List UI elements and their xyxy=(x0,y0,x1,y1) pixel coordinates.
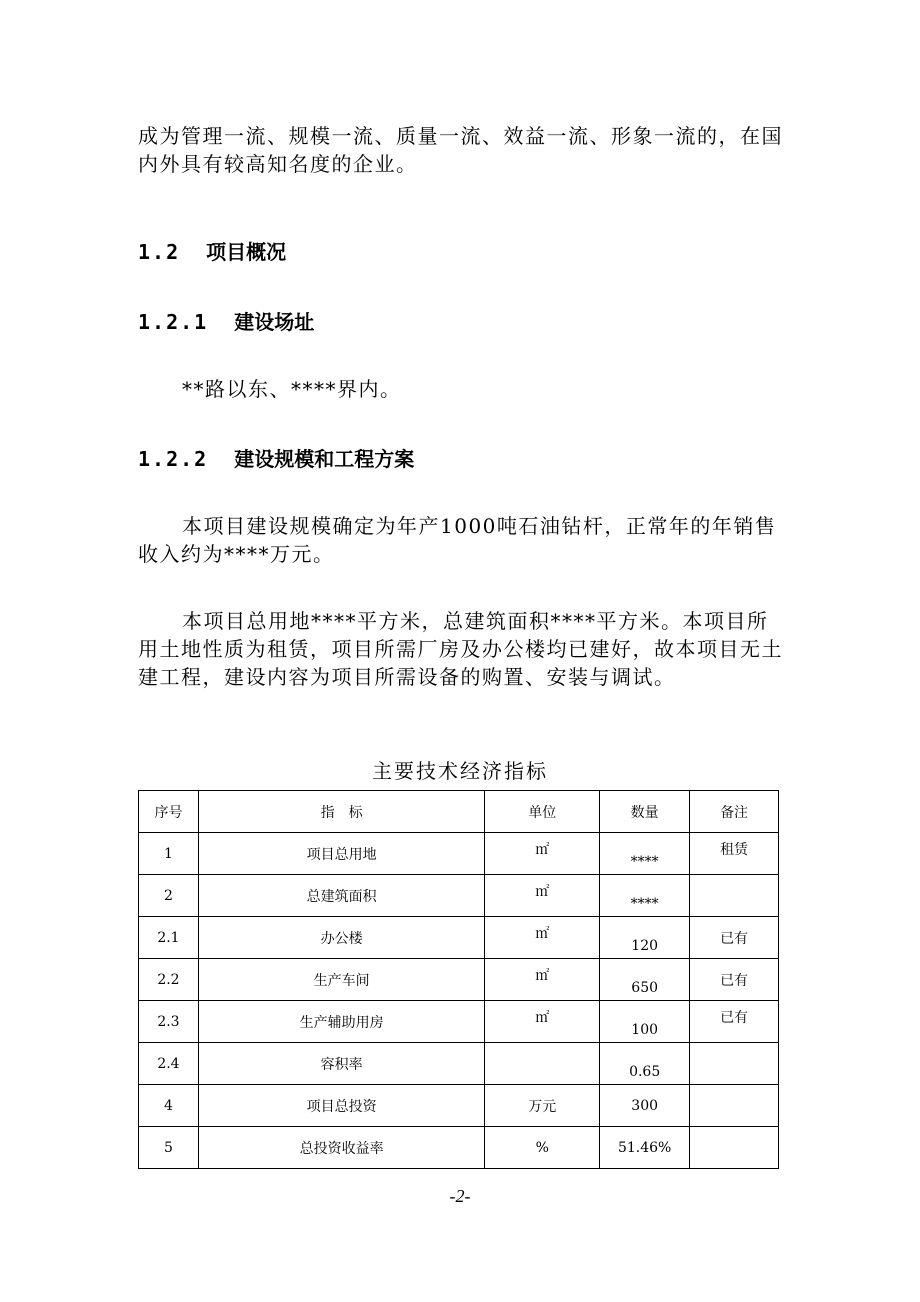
header-seq: 序号 xyxy=(139,791,199,833)
table-row xyxy=(139,959,779,1001)
cell-unit: % xyxy=(485,1127,600,1169)
section-number: 1.2.1 xyxy=(138,310,209,334)
site-paragraph: **路以东、****界内。 xyxy=(182,377,402,401)
cell-unit: ㎡ xyxy=(485,917,600,959)
table-row xyxy=(139,875,779,917)
intro-paragraph: 成为管理一流、规模一流、质量一流、效益一流、形象一流的，在国内外具有较高知名度的企业。 xyxy=(138,124,783,176)
cell-seq: 2.4 xyxy=(139,1043,199,1085)
cell-seq: 1 xyxy=(139,833,199,875)
cell-indicator: 办公楼 xyxy=(198,917,484,959)
table-caption: 主要技术经济指标 xyxy=(372,759,548,783)
table-row xyxy=(139,1043,779,1085)
cell-note xyxy=(690,875,779,917)
cell-indicator: 生产车间 xyxy=(198,959,484,1001)
section-number: 1.2 xyxy=(138,240,181,264)
cell-qty: 100 xyxy=(600,1001,690,1043)
section-heading-1-2 xyxy=(138,238,286,266)
cell-qty: **** xyxy=(600,833,690,875)
section-title: 项目概况 xyxy=(206,240,287,264)
cell-unit: ㎡ xyxy=(485,875,600,917)
cell-indicator: 总投资收益率 xyxy=(198,1127,484,1169)
cell-unit: ㎡ xyxy=(485,959,600,1001)
cell-seq: 2.1 xyxy=(139,917,199,959)
section-number: 1.2.2 xyxy=(138,447,209,471)
section-title: 建设规模和工程方案 xyxy=(234,447,415,471)
cell-indicator: 容积率 xyxy=(198,1043,484,1085)
cell-note xyxy=(690,1043,779,1085)
table-row xyxy=(139,1001,779,1043)
cell-qty: **** xyxy=(600,875,690,917)
cell-seq: 2.3 xyxy=(139,1001,199,1043)
cell-note: 已有 xyxy=(690,959,779,1001)
cell-unit: 万元 xyxy=(485,1085,600,1127)
cell-seq: 2 xyxy=(139,875,199,917)
land-paragraph: 本项目总用地****平方米，总建筑面积****平方米。本项目所用土地性质为租赁，项目所需厂房及办公楼均已建好，故本项目无土建工程，建设内容为项目所需设备的购置、安装与调试。 xyxy=(138,609,783,689)
section-heading-1-2-1 xyxy=(138,308,314,336)
header-note: 备注 xyxy=(690,791,779,833)
header-qty: 数量 xyxy=(600,791,690,833)
cell-note: 已有 xyxy=(690,917,779,959)
page-number: -2- xyxy=(449,1186,471,1206)
table-row xyxy=(139,917,779,959)
cell-qty: 51.46% xyxy=(600,1127,690,1169)
cell-seq: 4 xyxy=(139,1085,199,1127)
cell-unit: ㎡ xyxy=(485,833,600,875)
table-row xyxy=(139,1127,779,1169)
cell-qty: 120 xyxy=(600,917,690,959)
table-header-row xyxy=(139,791,779,833)
table-row xyxy=(139,1085,779,1127)
cell-indicator: 项目总用地 xyxy=(198,833,484,875)
cell-note xyxy=(690,1127,779,1169)
cell-qty: 650 xyxy=(600,959,690,1001)
cell-note: 租赁 xyxy=(690,833,779,875)
cell-unit xyxy=(485,1043,600,1085)
scale-paragraph: 本项目建设规模确定为年产1000吨石油钻杆，正常年的年销售收入约为****万元。 xyxy=(138,514,777,566)
cell-note: 已有 xyxy=(690,1001,779,1043)
cell-indicator: 总建筑面积 xyxy=(198,875,484,917)
cell-seq: 2.2 xyxy=(139,959,199,1001)
cell-qty: 0.65 xyxy=(600,1043,690,1085)
header-unit: 单位 xyxy=(485,791,600,833)
cell-indicator: 生产辅助用房 xyxy=(198,1001,484,1043)
indicators-table xyxy=(138,790,779,1169)
section-title: 建设场址 xyxy=(234,310,315,334)
section-heading-1-2-2 xyxy=(138,445,414,473)
cell-indicator: 项目总投资 xyxy=(198,1085,484,1127)
cell-seq: 5 xyxy=(139,1127,199,1169)
cell-qty: 300 xyxy=(600,1085,690,1127)
cell-unit: ㎡ xyxy=(485,1001,600,1043)
cell-note xyxy=(690,1085,779,1127)
header-indicator: 指 标 xyxy=(198,791,484,833)
table-row xyxy=(139,833,779,875)
